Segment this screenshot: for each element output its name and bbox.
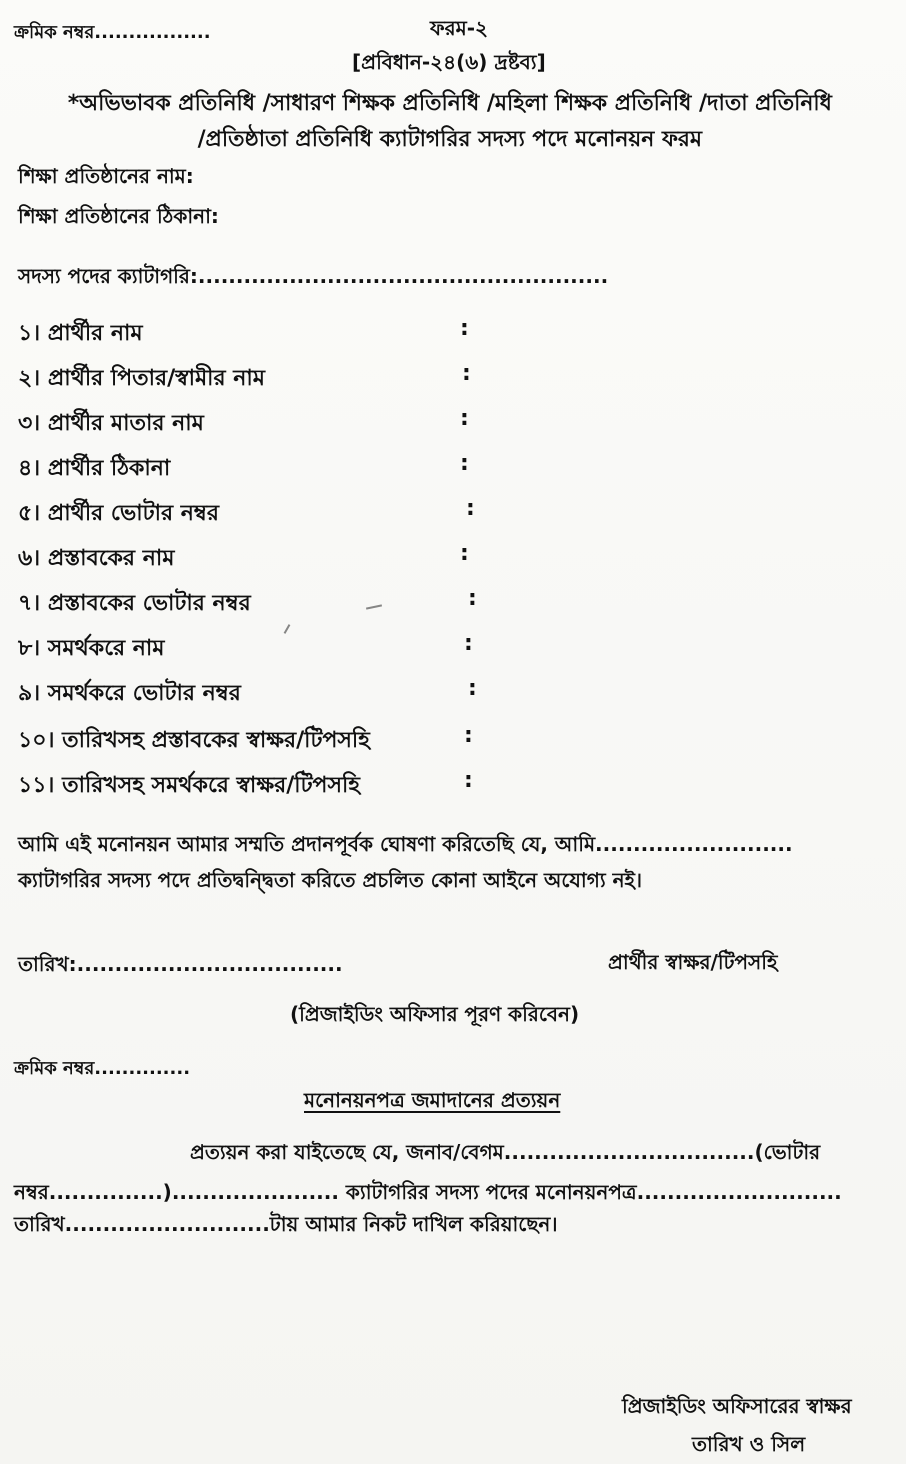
item-label: ৬। প্রস্তাবকের নাম <box>18 546 175 571</box>
item-colon: : <box>464 631 473 656</box>
item-colon: : <box>468 676 477 701</box>
item-colon: : <box>460 406 469 431</box>
certification-title: মনোনয়নপত্র জমাদানের প্রত্যয়ন <box>304 1088 561 1112</box>
form-title-line2: /প্রতিষ্ঠাতা প্রতিনিধি ক্যাটাগরির সদস্য পদে মনোনয়ন ফরম <box>197 127 703 152</box>
institution-address-label: শিক্ষা প্রতিষ্ঠানের ঠিকানা: <box>18 204 219 228</box>
item-colon: : <box>466 496 475 521</box>
officer-signature-label: প্রিজাইডিং অফিসারের স্বাক্ষর <box>622 1394 852 1418</box>
certification-line3: তারিখ...........................টায় আমার নিকট দাখিল করিয়াছেন। <box>14 1212 558 1236</box>
item-colon: : <box>462 361 471 386</box>
declaration-line1: আমি এই মনোনয়ন আমার সম্মতি প্রদানপূর্বক ঘোষণা করিতেছি যে, আমি.......................... <box>18 832 793 856</box>
certification-line1: প্রত্যয়ন করা যাইতেছে যে, জনাব/বেগম.................................(ভোটার <box>190 1140 821 1164</box>
pen-mark <box>366 604 382 609</box>
item-label: ৫। প্রার্থীর ভোটার নম্বর <box>18 501 219 526</box>
item-label: ৩। প্রার্থীর মাতার নাম <box>18 411 204 436</box>
form-number: ফরম-২ <box>430 16 489 40</box>
rule-reference: [প্রবিধান-২৪(৬) দ্রষ্টব্য] <box>352 50 546 74</box>
item-label: ১১। তারিখসহ সমর্থকরে স্বাক্ষর/টিপসহি <box>18 773 360 798</box>
item-label: ৯। সমর্থকরে ভোটার নম্বর <box>18 681 241 706</box>
institution-name-label: শিক্ষা প্রতিষ্ঠানের নাম: <box>18 164 194 188</box>
item-label: ৪। প্রার্থীর ঠিকানা <box>18 456 171 481</box>
date-label: তারিখ:................................... <box>18 952 343 976</box>
item-colon: : <box>460 451 469 476</box>
item-label: ৭। প্রস্তাবকের ভোটার নম্বর <box>18 591 251 616</box>
item-label: ১। প্রার্থীর নাম <box>18 321 143 346</box>
certification-line2: নম্বর...............)...................... ক্যাটাগরির সদস্য পদের মনোনয়নপত্র........................... <box>14 1180 842 1204</box>
serial-number-label: ক্রমিক নম্বর................. <box>14 22 211 43</box>
item-label: ৮। সমর্থকরে নাম <box>18 636 165 661</box>
officer-fill-note: (প্রিজাইডিং অফিসার পূরণ করিবেন) <box>290 1002 580 1026</box>
item-colon: : <box>460 541 469 566</box>
officer-serial-label: ক্রমিক নম্বর.............. <box>14 1058 191 1079</box>
item-colon: : <box>460 316 469 341</box>
date-and-seal-label: তারিখ ও সিল <box>692 1432 806 1456</box>
item-colon: : <box>468 586 477 611</box>
member-category-label: সদস্য পদের ক্যাটাগরি:...................................................... <box>18 264 609 288</box>
pen-mark <box>284 624 291 634</box>
declaration-line2: ক্যাটাগরির সদস্য পদে প্রতিদ্বন্দ্বিতা করিতে প্রচলিত কোনা আইনে অযোগ্য নই। <box>18 868 643 892</box>
candidate-signature-label: প্রার্থীর স্বাক্ষর/টিপসহি <box>608 950 778 974</box>
item-colon: : <box>464 768 473 793</box>
form-title-line1: *অভিভাবক প্রতিনিধি /সাধারণ শিক্ষক প্রতিনিধি /মহিলা শিক্ষক প্রতিনিধি /দাতা প্রতিনিধি <box>67 91 832 116</box>
item-label: ২। প্রার্থীর পিতার/স্বামীর নাম <box>18 366 265 391</box>
item-colon: : <box>464 723 473 748</box>
item-label: ১০। তারিখসহ প্রস্তাবকের স্বাক্ষর/টিপসহি <box>18 728 370 753</box>
